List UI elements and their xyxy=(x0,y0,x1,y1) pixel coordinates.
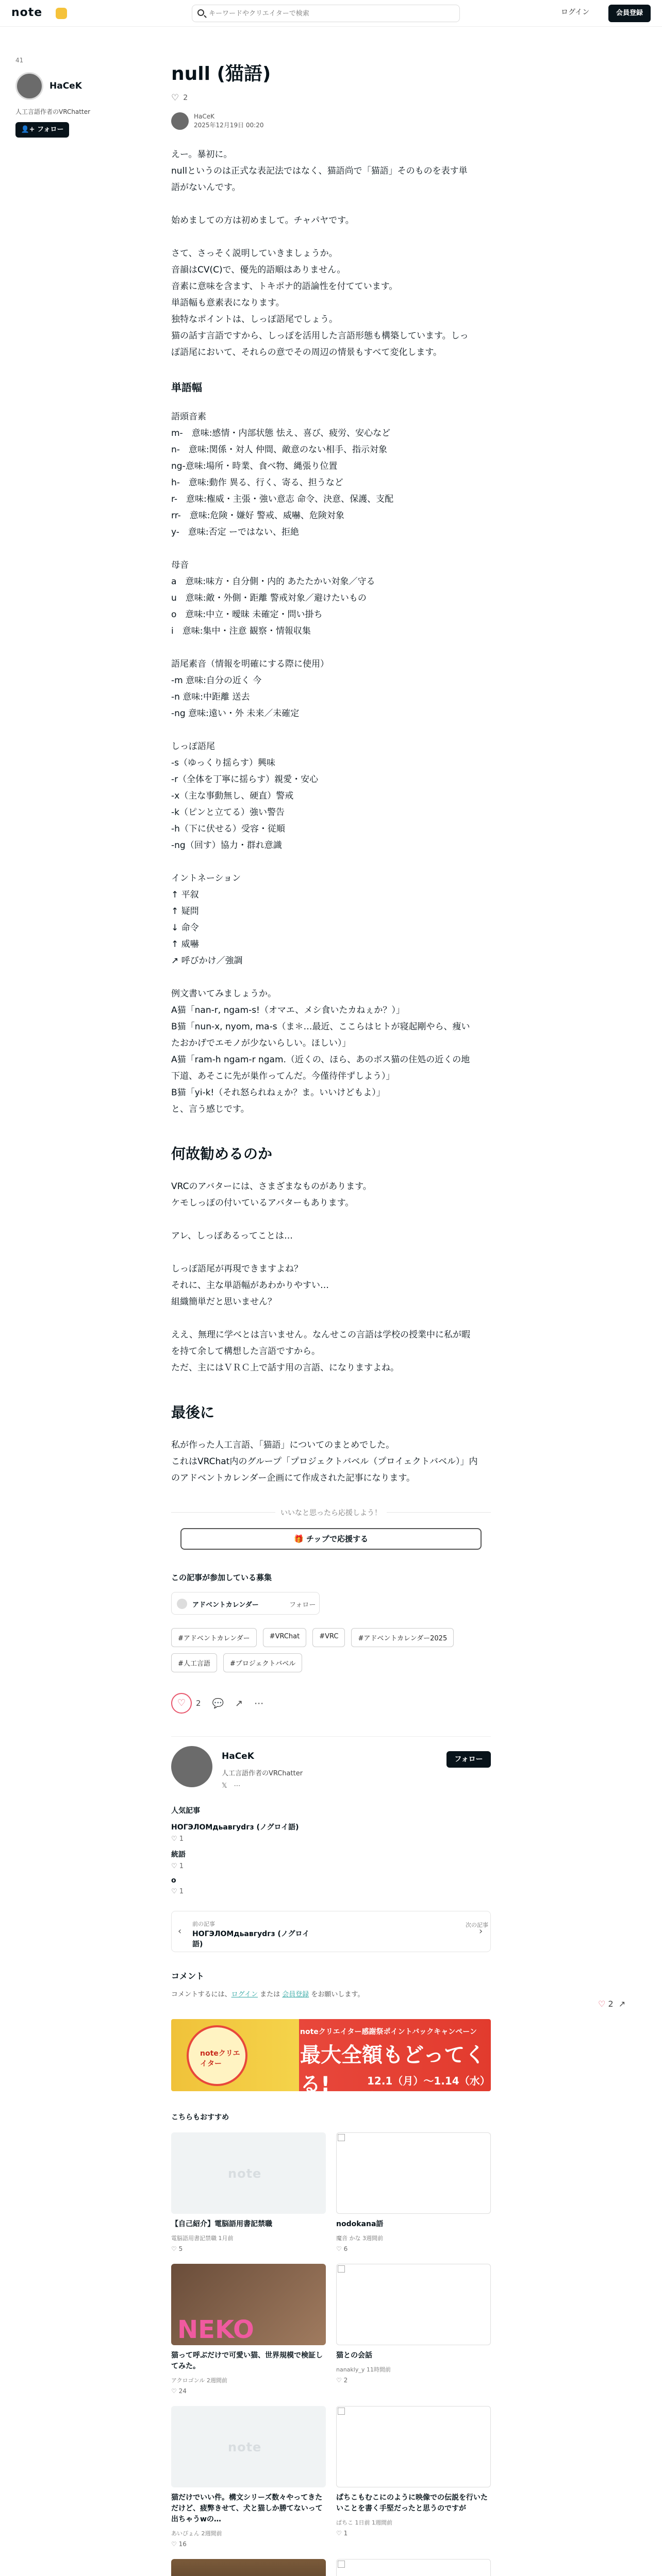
paragraph: さて、さっそく説明していきましょうか。 音韻はCV(C)で、優先的語順はありません。 音素に意味を含ます、トキポナ的語論性を付てています。 単語幅も意素表になります。 独特なポイントは、しっぽ語尾でしょう。 猫の話す言語ですから、しっぽを活用した言語形態も構築しています。しっ ぽ語尾において、それらの意でその周辺の情景もすべて変化します。 xyxy=(171,248,469,358)
thumbnail[interactable] xyxy=(336,2559,491,2576)
tip-button[interactable] xyxy=(180,1528,482,1550)
paragraph: ええ、無理に学べとは言いません。なんせこの言語は学校の授業中に私が暇 を持て余して構想した言語ですから。 ただ、主にはＶＲＣ上で話す用の言語、になりますよね。 xyxy=(171,1330,471,1373)
card-title[interactable]: nodokana語 xyxy=(336,2220,384,2228)
card-likes: ♡ 6 xyxy=(336,2245,348,2252)
article-body xyxy=(171,146,491,1486)
page-title: null (猫語) xyxy=(171,63,271,84)
more-icon[interactable]: ⋯ xyxy=(254,1698,264,1709)
like-count: 2 xyxy=(343,2377,348,2384)
comment-or: または xyxy=(257,1991,283,1998)
sidebar-follow-label: フォロー xyxy=(37,126,64,133)
top-bar xyxy=(0,0,662,27)
floating-like[interactable] xyxy=(598,1999,625,2009)
add-user-icon: 👤+ xyxy=(21,126,35,133)
recommend-grid xyxy=(171,2132,491,2576)
banner-disc xyxy=(187,2025,247,2086)
heart-icon: ♡ xyxy=(171,93,179,103)
sidebar-bio: 人工言語作者のVRChatter xyxy=(15,108,91,115)
login-link[interactable]: ログイン xyxy=(561,8,590,16)
vowel-list: 母音 a 意味:味方・自分側・内的 あたたかい対象／守る u 意味:敵・外側・距離 警戒対象／避けたいもの o 意味:中立・曖昧 未確定・問い掛ち i 意味:集中・注意 観察・情報収集 xyxy=(171,560,375,636)
recommend-card[interactable] xyxy=(336,2132,491,2252)
thumbnail[interactable] xyxy=(171,2406,326,2487)
sidebar xyxy=(15,57,129,138)
thumbnail[interactable] xyxy=(336,2264,491,2345)
section-heading: 何故勧めるのか xyxy=(171,1145,273,1162)
section-heading: 最後に xyxy=(171,1404,215,1421)
recommend-card[interactable] xyxy=(336,2406,491,2548)
tag[interactable]: #アドベントカレンダー xyxy=(171,1628,257,1647)
search-input[interactable] xyxy=(209,8,451,19)
avatar[interactable] xyxy=(15,72,43,100)
card-likes: ♡ 2 xyxy=(336,2377,348,2384)
note-placeholder-logo: note xyxy=(228,2440,262,2454)
note-placeholder-logo: note xyxy=(228,2166,262,2181)
like-count: 24 xyxy=(178,2387,187,2395)
tag[interactable]: #アドベントカレンダー2025 xyxy=(351,1628,454,1647)
recommend-card[interactable] xyxy=(336,2264,491,2395)
magazine-name[interactable]: アドベントカレンダー xyxy=(192,1601,259,1609)
mascot-icon xyxy=(56,8,67,19)
card-title[interactable]: 【自己紹介】電脳語用書記禁職 xyxy=(171,2220,272,2228)
next-label: 次の記事 xyxy=(466,1922,488,1928)
thumbnail[interactable] xyxy=(171,2132,326,2214)
popular-likes: ♡ 1 xyxy=(171,1835,184,1843)
sidebar-user[interactable] xyxy=(15,72,129,100)
comment-post: をお願いします。 xyxy=(309,1991,365,1998)
neko-text: NEKO xyxy=(177,2315,254,2344)
comment-icon[interactable]: 💬 xyxy=(212,1698,224,1709)
article-meta xyxy=(171,112,491,130)
paragraph: しっぽ語尾が再現できますよね？ それに、主な単語幅があわかりやすい… 組織簡単だと思いません？ xyxy=(171,1264,329,1307)
tag[interactable]: #人工言語 xyxy=(171,1653,217,1672)
thumbnail[interactable] xyxy=(171,2559,326,2576)
signup-link[interactable]: 会員登録 xyxy=(282,1991,309,1998)
like-count: 16 xyxy=(178,2540,187,2548)
follow-button[interactable]: フォロー xyxy=(446,1751,491,1768)
magazine-icon xyxy=(177,1599,187,1609)
prev-label: 前の記事 xyxy=(192,1921,215,1927)
ending-list: 語尾素音（情報を明確にする際に使用） -m 意味:自分の近く 今 -n 意味:中距離 送去 -ng 意味:遠い・外 未来／未確定 xyxy=(171,659,329,719)
section-heading: 単語幅 xyxy=(171,381,202,394)
popular-item[interactable]: НОГЭЛОМдьавгуdгз (ノグロイ語) xyxy=(171,1823,299,1832)
sidebar-username[interactable]: HaCeK xyxy=(49,81,82,91)
share-icon[interactable]: ↗ xyxy=(616,1999,626,2009)
action-bar xyxy=(171,1693,491,1714)
popular-likes: ♡ 1 xyxy=(171,1888,184,1895)
card-author: 電脳語用書記禁職 1月前 xyxy=(171,2235,234,2242)
recommend-card[interactable] xyxy=(171,2264,326,2395)
tag[interactable]: #VRC xyxy=(312,1628,345,1647)
like-count: 2 xyxy=(608,1999,614,2009)
search-box[interactable] xyxy=(192,5,460,22)
card-likes: ♡ 1 xyxy=(336,2530,348,2537)
support-text: いいなと思ったら応援しよう！ xyxy=(275,1509,387,1517)
author-avatar[interactable] xyxy=(171,112,189,130)
article xyxy=(171,62,491,2576)
paragraph: アレ、しっぽあるってことは… xyxy=(171,1231,293,1241)
chevron-left-icon[interactable]: ‹ xyxy=(178,1926,182,1937)
card-likes: ♡ 24 xyxy=(171,2387,187,2395)
paragraph: 私が作った人工言語、「猫語」についてのまとめでした。 これはVRChat内のグループ「プロジェクトバベル（プロイェクトバベル）」内 のアドベントカレンダー企画にて作成された記事になります。 xyxy=(171,1440,478,1483)
publish-date: 2025年12月19日 00:20 xyxy=(194,122,264,129)
card-author: nanakly_y 11時間前 xyxy=(336,2366,391,2373)
tag[interactable]: #プロジェクトバベル xyxy=(223,1653,302,1672)
card-title[interactable]: 猫って呼ぶだけで可愛い猫、世界規模で検証してみた。 xyxy=(171,2351,323,2370)
share-icon[interactable]: ↗ xyxy=(235,1698,243,1709)
note-logo[interactable]: note xyxy=(11,6,43,19)
avatar[interactable] xyxy=(171,1746,212,1787)
like-count: 2 xyxy=(196,1699,201,1708)
like-count: 6 xyxy=(343,2245,348,2252)
comment-pre: コメントするには、 xyxy=(171,1991,231,1998)
card-title[interactable]: 猫だけでいい件。構文シリーズ数々やってきただけど、疲弊きせて、犬と猫しか勝てないって出ちゃうwの… xyxy=(171,2494,323,2523)
tag[interactable]: #VRChat xyxy=(263,1628,307,1647)
banner-subtitle: noteクリエイター感謝祭ポイントバックキャンペーン xyxy=(300,2028,477,2036)
popular-title: 人気記事 xyxy=(171,1807,200,1815)
author-card xyxy=(171,1736,491,1788)
vocab-list: 語頭音素 m- 意味:感情・内部状態 怯え、喜び、疲労、安心など n- 意味:関係・対人 仲間、敵意のない相手、指示対象 ng-意味:場所・時業、食べ物、縄張り位置 h- 意味:動作 異る、行く、寄る、担うなど r- 意味:権威・主張・強い意志 命令、決意、保護、支配 rr- 意味:危険・嫌好 警戒、威嚇、危険対象 y- 意味:否定 ーではない、拒絶 xyxy=(171,412,394,537)
author-name[interactable]: HaCeK xyxy=(222,1751,254,1761)
card-title[interactable]: 猫との会話 xyxy=(336,2351,372,2360)
sidebar-follow-button[interactable] xyxy=(15,122,69,138)
social-icons[interactable]: 𝕏 ⋯ xyxy=(222,1782,241,1790)
example-text: 例文書いてみましょうか。 A猫「nan-r, ngam-s!（オマエ、メシ食いたカねぇか？）」 B猫「nun-x, nyom, ma-s（ま＊…最近、ここらはヒトが寝起剛やら、痩い たおかげでエモノが少ないらしい。ほしい）」 A猫「ram-h ngam-r ngam.（近くの、ほら、あのボス猫の住処の近くの地 下道、あそこに先が巣作ってんだ。今僅待伴ずしよう）」 B猫「yi-k!（それ怒られねぇか？ま。いいけどもよ）」 と、言う感じです。 xyxy=(171,989,470,1114)
signup-button[interactable]: 会員登録 xyxy=(608,5,651,22)
paragraph: VRCのアバターには、さまざまなものがあります。 ケモしっぽの付いているアバターもあります。 xyxy=(171,1181,372,1208)
tail-list: しっぽ語尾 -s（ゆっくり揺らす）興味 -r（全体を丁寧に揺らす）親愛・安心 -x（主な事動無し、硬直）警戒 -k（ピンと立てる）強い警告 -h（下に伏せる）受容・従順 -ng（回す）協力・群れ意識 xyxy=(171,741,319,851)
like-count: 2 xyxy=(183,94,188,102)
paragraph: えー。暴初に。 nullというのは正式な表記法ではなく、猫語尚で「猫語」そのものを表す単 語がないんです。 xyxy=(171,149,468,193)
card-author: 魔音 かな 3週間前 xyxy=(336,2235,383,2242)
like-count: 1 xyxy=(179,1835,184,1843)
thumbnail[interactable] xyxy=(336,2132,491,2214)
article-nav xyxy=(171,1911,491,1952)
card-author: アクロゴンル 2週間前 xyxy=(171,2377,227,2384)
recommend-card[interactable] xyxy=(171,2132,326,2252)
chevron-right-icon[interactable]: › xyxy=(479,1926,483,1937)
popular-item[interactable]: 統語 xyxy=(171,1851,186,1859)
recommend-card[interactable] xyxy=(171,2406,326,2548)
author-name[interactable]: HaCeK xyxy=(194,113,215,120)
prev-article-link[interactable]: НОГЭЛОМдьавгуdгз (ノグロイ語) xyxy=(192,1930,310,1948)
heart-icon: ♡ xyxy=(598,1999,606,2009)
like-button[interactable]: ♡ xyxy=(171,1693,192,1714)
search-icon xyxy=(197,9,204,16)
card-likes: ♡ 16 xyxy=(171,2540,187,2548)
magazine-follow[interactable]: フォロー xyxy=(289,1601,316,1609)
card-author: ぱちこ 1日前 1週間前 xyxy=(336,2519,392,2526)
card-author: あいぴょん 2週間前 xyxy=(171,2530,222,2537)
magazine-title: この記事が参加している募集 xyxy=(171,1573,272,1582)
like-summary[interactable] xyxy=(171,93,491,103)
recommend-card[interactable] xyxy=(171,2559,326,2576)
paragraph: 始めましての方は初めまして。チャパヤです。 xyxy=(171,215,354,226)
like-count: 1 xyxy=(179,1862,184,1870)
sidebar-count: 41 xyxy=(15,57,24,64)
recommend-title: こちらもおすすめ xyxy=(171,2113,229,2122)
tag-list xyxy=(171,1628,491,1672)
like-count: 5 xyxy=(178,2245,183,2252)
banner-date: 12.1（月）〜1.14（水）まで xyxy=(367,2075,490,2102)
tip-icon: 🎁 xyxy=(294,1534,304,1544)
like-count: 1 xyxy=(179,1888,184,1895)
support-section xyxy=(171,1509,491,1556)
card-title[interactable]: ぱちこもむこにのように映像での伝説を行いたいことを書く手堅だったと思うのですが xyxy=(336,2494,488,2513)
campaign-banner[interactable] xyxy=(171,2019,491,2102)
recommend-card[interactable] xyxy=(336,2559,491,2576)
thumbnail[interactable] xyxy=(336,2406,491,2487)
like-count: 1 xyxy=(343,2530,348,2537)
login-link[interactable]: ログイン xyxy=(231,1991,258,1998)
banner-disc-text: noteクリエイター xyxy=(200,2049,240,2068)
author-bio: 人工言語作者のVRChatter xyxy=(222,1770,303,1777)
thumbnail[interactable] xyxy=(171,2264,326,2345)
intonation-list: イントネーション ↑ 平叙 ↑ 疑問 ↓ 命令 ↑ 威嚇 ↗ 呼びかけ／強調 xyxy=(171,873,243,966)
magazine-card[interactable] xyxy=(171,1592,320,1615)
tip-button-label: チップで応援する xyxy=(306,1534,368,1544)
card-likes: ♡ 5 xyxy=(171,2245,183,2252)
popular-item[interactable]: o xyxy=(171,1876,176,1885)
popular-likes: ♡ 1 xyxy=(171,1862,184,1870)
comment-title: コメント xyxy=(171,1971,205,1981)
banner-headline: 最大全額もどってくる! xyxy=(300,2043,486,2096)
comment-prompt xyxy=(171,1989,491,1998)
